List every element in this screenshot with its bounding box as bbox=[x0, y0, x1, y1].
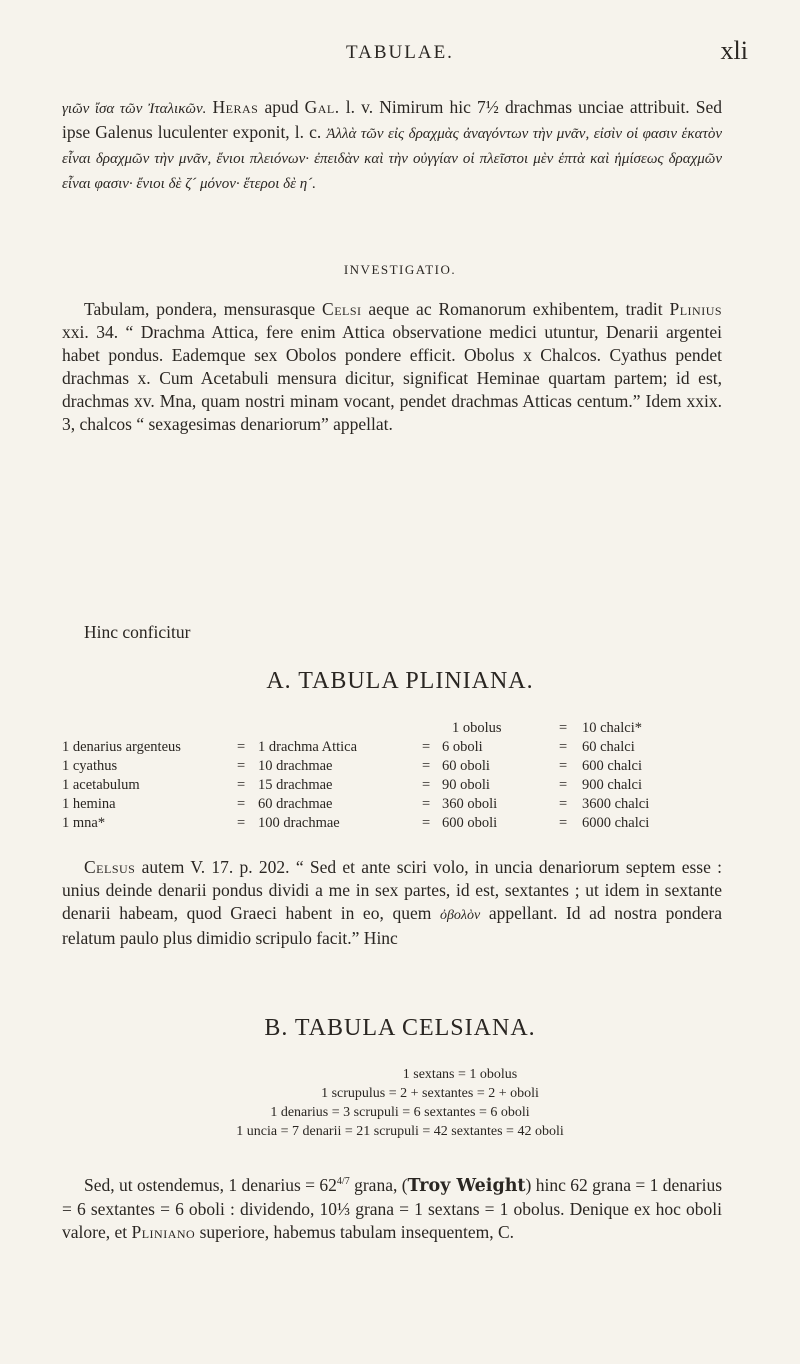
greek-quotation: Ἀλλὰ τῶν εἰς δραχμὰς ἀναγόντων τὴν μνᾶν, εἰσὶν οἱ φασιν ἑκατὸν εἶναι δραχμῶν τὴν μνᾶν, ἔνιοι πλειόνων· ἐπειδὰν καὶ τὴν οὐγγίαν οἱ πλεῖστοι μὲν ἑπτὰ καὶ ἡμίσεως δραχμῶν εἶναι φασιν· ἔνιοι δὲ ζ´ μόνον· ἕτεροι δὲ η´. bbox=[62, 126, 722, 192]
table-cell: = bbox=[559, 758, 568, 774]
text-run: appellant. Id ad nostra pondera relatum paulo plus dimidio scripulo facit.” Hinc bbox=[62, 903, 723, 948]
table-cell: = bbox=[422, 796, 431, 812]
text-run: xxi. 34. “ Drachma Attica, fere enim Attica observatione medici utuntur, Denarii argentei habet pondus. Eademque sex Obolos pondere efficit. Obolus x Chalcos. Cyathus pendet drachmas x. Cum Acetabuli mensura dicitur, significat Heminae quartam partem; id est, drachmas xv. Mna, quam nostri minam vocant, pendet drachmas Atticas centum.” Idem xxix. 3, chalcos “ sexagesimas denariorum” appellat. bbox=[62, 322, 722, 434]
table-celsiana bbox=[0, 1065, 800, 1141]
table-cell: 1 acetabulum bbox=[62, 777, 140, 793]
text-run: grana, ( bbox=[354, 1174, 408, 1195]
fraction: 4/7 bbox=[336, 1176, 350, 1187]
text-run: Tabulam, pondera, mensurasque bbox=[84, 299, 316, 319]
table-pliniana bbox=[62, 719, 742, 833]
text-run: aeque ac Romanorum exhibentem, tradit bbox=[368, 299, 663, 319]
table-cell: 100 drachmae bbox=[258, 815, 340, 831]
text-run: Sed, ut ostendemus, 1 denarius = 62 bbox=[84, 1174, 337, 1195]
author-heras: Heras bbox=[212, 97, 259, 117]
table-cell: 60 drachmae bbox=[258, 796, 333, 812]
table-cell: = bbox=[422, 739, 431, 755]
table-cell: 1 drachma Attica bbox=[258, 739, 358, 755]
table-cell: = bbox=[237, 815, 246, 831]
table-cell: = bbox=[559, 796, 568, 812]
table-row bbox=[62, 814, 742, 833]
table-row: 1 uncia = 7 denarii = 21 scrupuli = 42 sextantes = 42 oboli bbox=[236, 1124, 564, 1139]
page-number: xli bbox=[720, 36, 748, 65]
table-cell: 1 cyathus bbox=[62, 758, 118, 774]
intro-word: apud bbox=[264, 97, 299, 117]
table-cell: = bbox=[237, 777, 246, 793]
table-row: 1 denarius = 3 scrupuli = 6 sextantes = 6 oboli bbox=[270, 1105, 530, 1120]
table-cell: 1 obolus bbox=[452, 720, 502, 736]
table-cell: = bbox=[559, 777, 568, 793]
table-cell: 60 oboli bbox=[442, 758, 490, 774]
table-cell: = bbox=[422, 758, 431, 774]
table-row bbox=[62, 757, 742, 776]
table-cell: 15 drachmae bbox=[258, 777, 333, 793]
table-cell: 6000 chalci bbox=[582, 815, 650, 831]
heading-tabula-celsiana: B. TABULA CELSIANA. bbox=[264, 1015, 536, 1041]
table-cell: = bbox=[559, 815, 568, 831]
greek-phrase: γιῶν ἴσα τῶν Ἰταλικῶν. bbox=[62, 101, 207, 117]
grana-paragraph bbox=[62, 1170, 722, 1244]
table-cell: 10 drachmae bbox=[258, 758, 333, 774]
table-row: 1 scrupulus = 2 + sextantes = 2 + oboli bbox=[321, 1086, 539, 1101]
table-cell: 360 oboli bbox=[442, 796, 498, 812]
text-run: ) hinc 62 grana = 1 denarius = 6 sextantes = 6 oboli : dividendo, 10⅓ grana = 1 sextans = 1 obolus. Denique ex hoc oboli valore, et bbox=[62, 1174, 723, 1242]
table-cell: 60 chalci bbox=[582, 739, 635, 755]
table-cell: 6 oboli bbox=[442, 739, 483, 755]
author-celsus: Celsus bbox=[84, 857, 136, 877]
table-cell: = bbox=[237, 758, 246, 774]
table-cell: = bbox=[237, 739, 246, 755]
pliny-paragraph bbox=[62, 298, 722, 436]
table-cell: 10 chalci* bbox=[582, 720, 642, 736]
intro-text: l. v. Nimirum hic 7½ drachmas unciae attribuit. Sed ipse Galenus luculenter exponit, l. c. bbox=[62, 97, 723, 142]
table-cell: 1 hemina bbox=[62, 796, 116, 812]
investigatio-label: INVESTIGATIO. bbox=[343, 262, 457, 277]
table-row bbox=[62, 719, 742, 738]
table-cell: 1 mna* bbox=[62, 815, 106, 831]
table-cell: = bbox=[422, 815, 431, 831]
troy-weight: Troy Weight bbox=[407, 1175, 526, 1196]
table-cell: 1 denarius argenteus bbox=[62, 739, 181, 755]
table-cell: = bbox=[422, 777, 431, 793]
author-pliniano: Pliniano bbox=[131, 1221, 196, 1242]
running-header bbox=[0, 36, 800, 82]
celsus-paragraph bbox=[62, 856, 722, 950]
heading-tabula-pliniana: A. TABULA PLINIANA. bbox=[266, 668, 534, 694]
author-gal: Gal. bbox=[304, 97, 340, 117]
greek-word: ὀβολὸν bbox=[439, 908, 481, 923]
table-row: 1 sextans = 1 obolus bbox=[402, 1067, 518, 1082]
author-celsi: Celsi bbox=[322, 299, 362, 319]
intro-paragraph bbox=[62, 96, 722, 196]
table-cell: 900 chalci bbox=[582, 777, 642, 793]
table-row bbox=[62, 738, 742, 757]
table-cell: 3600 chalci bbox=[582, 796, 650, 812]
table-cell: = bbox=[559, 739, 568, 755]
running-title: TABULAE. bbox=[346, 42, 454, 63]
table-cell: 600 chalci bbox=[582, 758, 642, 774]
text-run: autem V. 17. p. 202. “ Sed et ante sciri volo, in uncia denariorum septem esse : unius deinde denarii pondus dividi a me in sex partes, id est, sextantes ; ut idem in sextante denarii habeam, quod Graeci habent in eo, quem bbox=[62, 857, 723, 923]
author-plinius: Plinius bbox=[669, 299, 723, 319]
table-cell: = bbox=[559, 720, 568, 736]
table-row bbox=[62, 776, 742, 795]
table-cell: = bbox=[237, 796, 246, 812]
text-run: superiore, habemus tabulam insequentem, C. bbox=[199, 1221, 515, 1242]
hinc-line: Hinc conficitur bbox=[84, 622, 191, 642]
table-cell: 600 oboli bbox=[442, 815, 498, 831]
table-row bbox=[62, 795, 742, 814]
table-cell: 90 oboli bbox=[442, 777, 490, 793]
